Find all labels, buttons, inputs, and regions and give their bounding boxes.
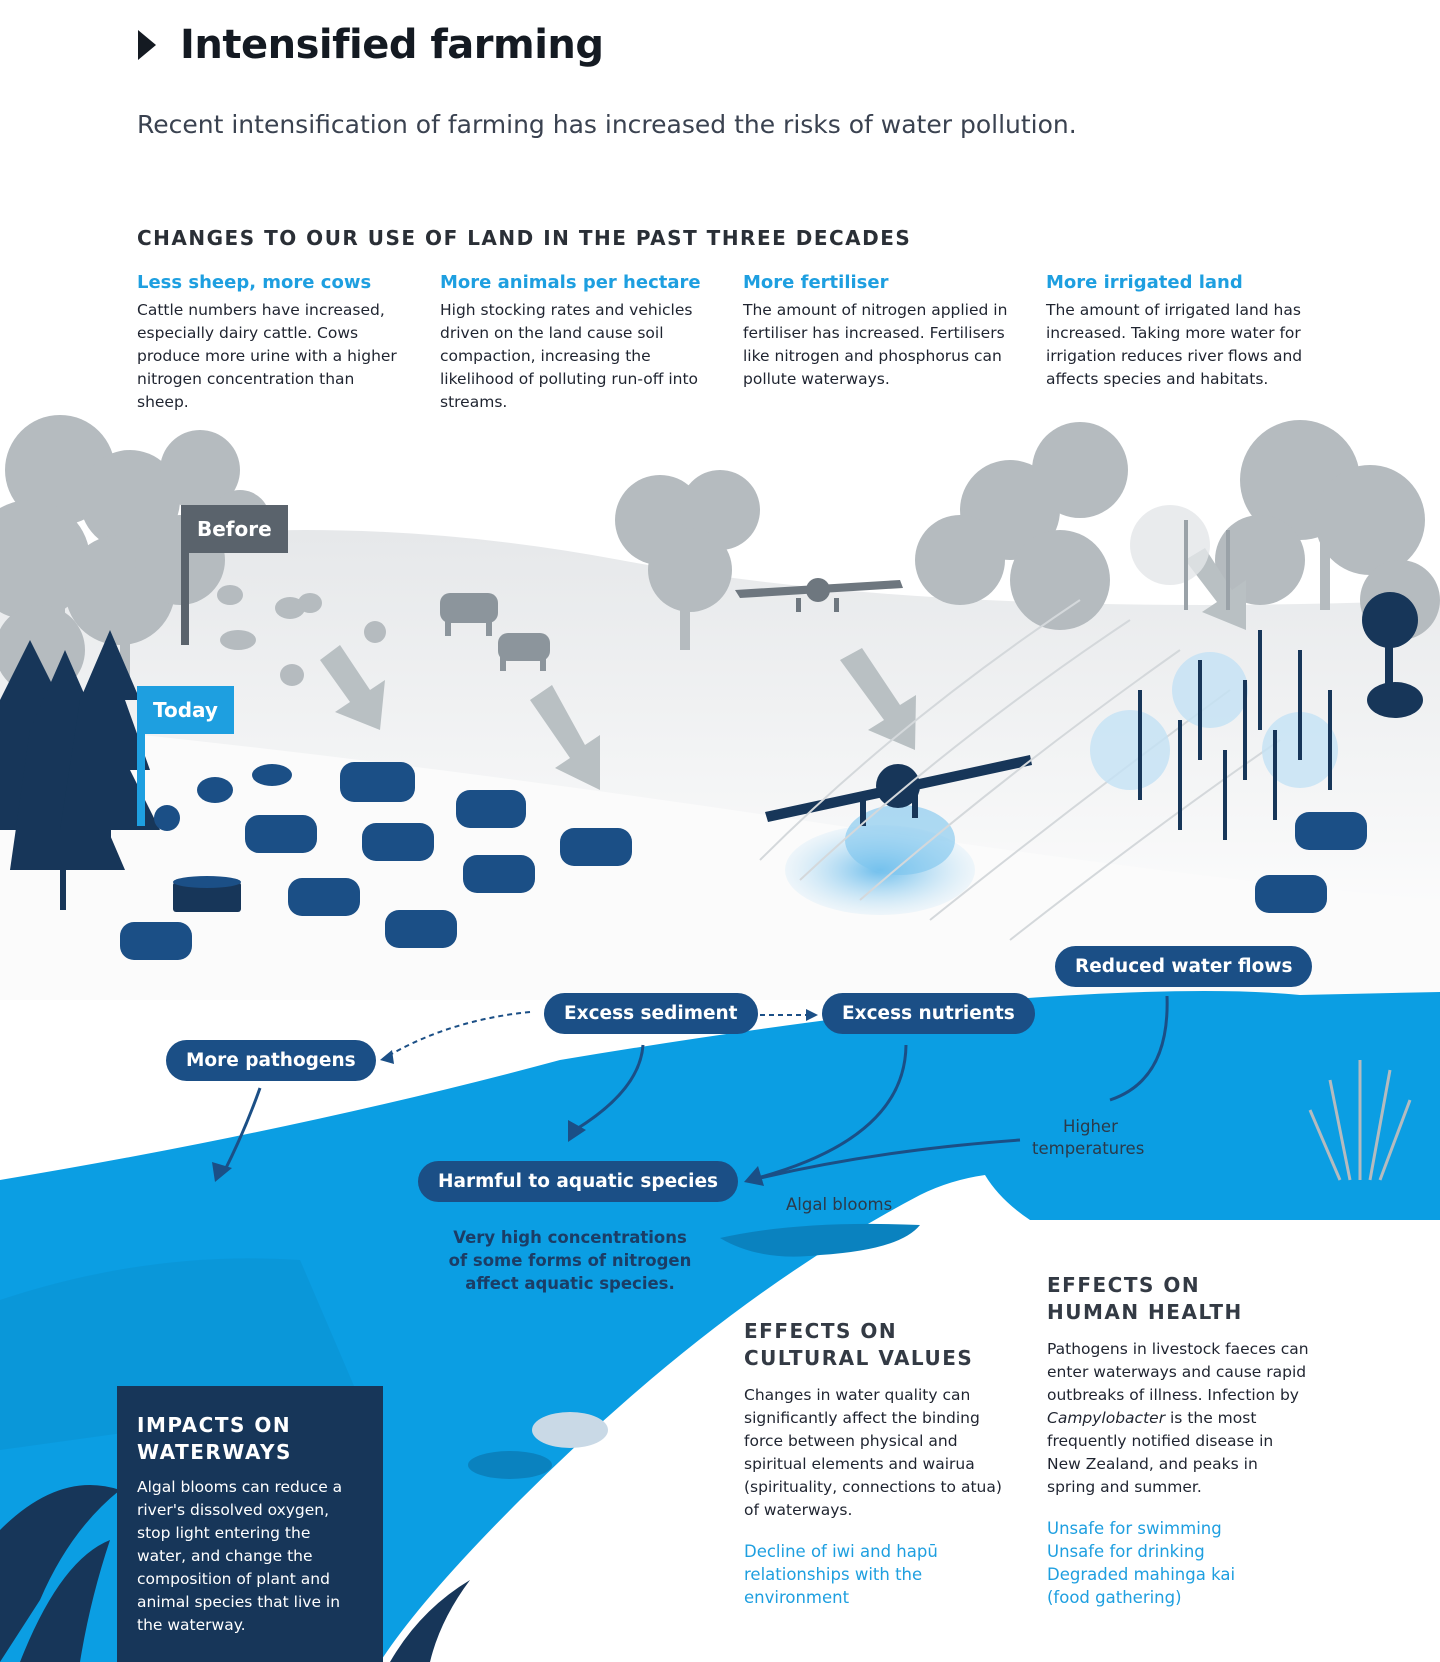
cultural-heading xyxy=(744,1318,1014,1372)
health-text xyxy=(1047,1338,1309,1499)
health-text-part: Pathogens in livestock faeces can enter waterways and cause rapid outbreaks of illness. Infection by xyxy=(1047,1340,1309,1404)
higher-temperatures-label-line1: Higher xyxy=(1063,1117,1118,1136)
health-heading xyxy=(1047,1272,1309,1326)
change-column-fertiliser xyxy=(743,272,1013,391)
health-text-italic: Campylobacter xyxy=(1047,1409,1166,1427)
cultural-heading-line: CULTURAL VALUES xyxy=(744,1346,974,1370)
health-heading-line: HUMAN HEALTH xyxy=(1047,1300,1243,1324)
impacts-on-waterways-box xyxy=(117,1386,383,1662)
excess-nutrients-pill: Excess nutrients xyxy=(822,993,1035,1034)
harmful-aquatic-species-pill: Harmful to aquatic species xyxy=(418,1161,738,1202)
cultural-text: Changes in water quality can significantly affect the binding force between physical and spiritual elements and wairua (spirituality, connections to atua) of waterways. xyxy=(744,1386,1002,1519)
change-title: More fertiliser xyxy=(743,272,889,293)
excess-sediment-pill: Excess sediment xyxy=(544,993,758,1034)
change-title: Less sheep, more cows xyxy=(137,272,372,293)
change-text: The amount of irrigated land has increased. Taking more water for irrigation reduces river flows and affects species and habitats. xyxy=(1046,301,1303,388)
water-trough xyxy=(173,876,241,912)
page-subtitle: Recent intensification of farming has increased the risks of water pollution. xyxy=(137,110,1077,139)
change-text: Cattle numbers have increased, especially dairy cattle. Cows produce more urine with a higher nitrogen concentration than sheep. xyxy=(137,301,397,411)
cultural-heading-line: EFFECTS ON xyxy=(744,1319,898,1343)
health-link-swimming: Unsafe for swimming xyxy=(1047,1519,1222,1538)
nitrogen-note-line: Very high concentrations xyxy=(453,1228,687,1247)
change-column-irrigation xyxy=(1046,272,1316,391)
changes-heading: CHANGES TO OUR USE OF LAND IN THE PAST THREE DECADES xyxy=(137,226,912,250)
impacts-heading-line: IMPACTS ON xyxy=(137,1413,292,1437)
health-text-part: is the most frequently notified disease in New Zealand, and peaks in spring and summer. xyxy=(1047,1409,1274,1496)
health-links xyxy=(1047,1517,1309,1609)
change-title: More irrigated land xyxy=(1046,272,1243,293)
nitrogen-note-line: affect aquatic species. xyxy=(465,1274,675,1293)
health-link-mahinga-kai: Degraded mahinga kai (food gathering) xyxy=(1047,1565,1236,1607)
impacts-heading-line: WATERWAYS xyxy=(137,1440,292,1464)
title-arrow-icon xyxy=(138,30,156,60)
higher-temperatures-label-line2: temperatures xyxy=(1032,1139,1145,1158)
cultural-values-section xyxy=(744,1318,1014,1609)
reduced-water-flows-pill: Reduced water flows xyxy=(1055,946,1312,987)
change-text: The amount of nitrogen applied in fertiliser has increased. Fertilisers like nitrogen and phosphorus can pollute waterways. xyxy=(743,301,1008,388)
nitrogen-note-line: of some forms of nitrogen xyxy=(448,1251,692,1270)
cultural-link: Decline of iwi and hapū relationships with the environment xyxy=(744,1542,938,1607)
algal-blooms-label: Algal blooms xyxy=(786,1195,893,1214)
change-title: More animals per hectare xyxy=(440,272,701,293)
impacts-heading xyxy=(137,1412,363,1466)
change-column-animals-per-hectare xyxy=(440,272,710,414)
nitrogen-note xyxy=(440,1226,700,1295)
page-title: Intensified farming xyxy=(180,22,604,68)
more-pathogens-pill: More pathogens xyxy=(166,1040,376,1081)
change-column-sheep-cows xyxy=(137,272,407,414)
impacts-text: Algal blooms can reduce a river's dissolved oxygen, stop light entering the water, and change the composition of plant and animal species that live in the waterway. xyxy=(137,1478,343,1634)
health-heading-line: EFFECTS ON xyxy=(1047,1273,1201,1297)
health-link-drinking: Unsafe for drinking xyxy=(1047,1542,1205,1561)
human-health-section xyxy=(1047,1272,1309,1609)
today-flag: Today xyxy=(137,686,234,734)
before-flag: Before xyxy=(181,505,288,553)
change-text: High stocking rates and vehicles driven on the land cause soil compaction, increasing the likelihood of polluting run-off into streams. xyxy=(440,301,699,411)
